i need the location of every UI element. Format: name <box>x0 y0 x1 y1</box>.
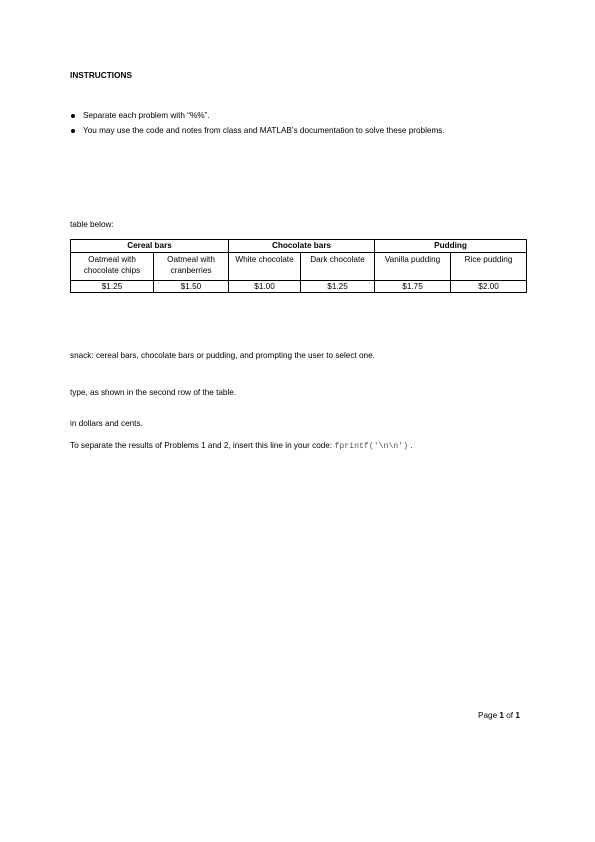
price-cell: $1.00 <box>229 281 301 293</box>
page-of: of <box>503 711 516 720</box>
price-cell: $2.00 <box>451 281 527 293</box>
page-footer <box>478 711 520 720</box>
table-header-row <box>71 240 527 253</box>
price-cell: $1.75 <box>375 281 451 293</box>
price-cell: $1.25 <box>301 281 375 293</box>
fprintf-end: . <box>408 441 413 450</box>
instructions-list <box>70 110 445 140</box>
list-item: Separate each problem with “%%”. <box>70 110 445 125</box>
fprintf-code: fprintf('\n\n') <box>334 442 409 451</box>
list-item: You may use the code and notes from class and MATLAB’s documentation to solve these problems. <box>70 125 445 140</box>
page-total: 1 <box>515 711 520 720</box>
paragraph-dollars: in dollars and cents. <box>70 419 143 428</box>
table-row <box>71 281 527 293</box>
paragraph-fprintf <box>70 441 413 451</box>
page-current: 1 <box>499 711 504 720</box>
page-label: Page <box>478 711 500 720</box>
snack-price-table <box>70 239 527 293</box>
paragraph-type: type, as shown in the second row of the table. <box>70 388 237 397</box>
fprintf-text: To separate the results of Problems 1 and 2, insert this line in your code: <box>70 441 335 450</box>
table-intro-text: table below: <box>70 220 114 229</box>
type-cell: Dark chocolate <box>301 253 375 281</box>
paragraph-snack: snack: cereal bars, chocolate bars or pudding, and prompting the user to select one. <box>70 351 375 360</box>
type-cell: White chocolate <box>229 253 301 281</box>
type-cell: Oatmeal with cranberries <box>154 253 229 281</box>
price-cell: $1.50 <box>154 281 229 293</box>
instructions-heading: INSTRUCTIONS <box>70 71 133 80</box>
category-cereal-bars: Cereal bars <box>71 240 229 253</box>
type-cell: Rice pudding <box>451 253 527 281</box>
type-cell: Vanilla pudding <box>375 253 451 281</box>
type-cell: Oatmeal with chocolate chips <box>71 253 154 281</box>
price-cell: $1.25 <box>71 281 154 293</box>
category-pudding: Pudding <box>375 240 527 253</box>
table-row <box>71 253 527 281</box>
category-chocolate-bars: Chocolate bars <box>229 240 375 253</box>
